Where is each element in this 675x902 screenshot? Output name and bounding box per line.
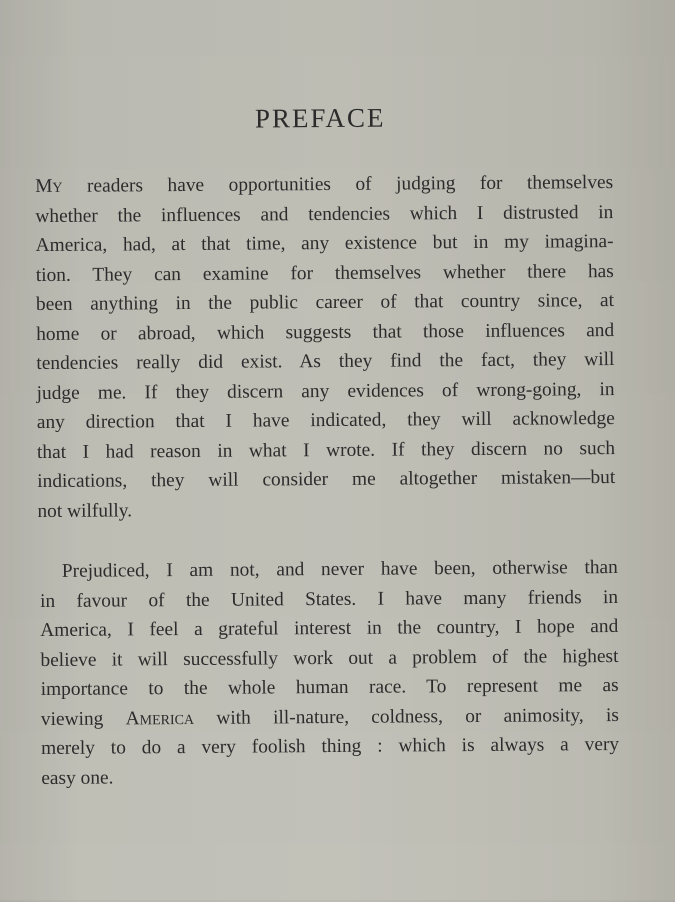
text-line: Prejudiced, I am not, and never have been, otherwise than bbox=[61, 556, 618, 582]
text-line: believe it will successfully work out a problem of the highest bbox=[40, 645, 619, 671]
text-line: America, had, at that time, any existence but in my imagina- bbox=[35, 231, 614, 257]
text-line: importance to the whole human race. To represent me as bbox=[40, 674, 619, 701]
text-line-rest: readers have opportunities of judging for themselves bbox=[62, 172, 614, 197]
text-line: tion. They can examine for themselves whether there has bbox=[35, 260, 614, 286]
page-title: PREFACE bbox=[254, 102, 386, 134]
small-caps-lead: My bbox=[35, 175, 63, 198]
text-segment: with ill-nature, coldness, or animosity, is bbox=[193, 704, 619, 729]
small-caps-word: America bbox=[125, 707, 195, 729]
text-line: that I had reason in what I wrote. If they discern no such bbox=[36, 437, 616, 463]
text-line: judge me. If they discern any evidences of wrong-going, in bbox=[36, 378, 615, 404]
text-line: any direction that I have indicated, they will acknowledge bbox=[36, 408, 615, 434]
text-line: easy one. bbox=[41, 767, 114, 789]
text-line: merely to do a very foolish thing : which is always a very bbox=[41, 733, 620, 760]
text-line: in favour of the United States. I have many friends in bbox=[39, 586, 619, 612]
text-line: America, I feel a grateful interest in the country, I hope and bbox=[40, 615, 619, 642]
text-line: indications, they will consider me altogether mistaken—but bbox=[37, 467, 616, 493]
text-line: not wilfully. bbox=[37, 499, 133, 522]
paragraph-1 bbox=[35, 168, 615, 526]
text-segment: viewing bbox=[40, 707, 126, 730]
text-line: home or abroad, which suggests that those influences and bbox=[36, 319, 615, 345]
text-line bbox=[35, 168, 613, 202]
text-line: whether the influences and tendencies which I distrusted in bbox=[35, 201, 614, 227]
text-line: been anything in the public career of that country since, at bbox=[35, 290, 615, 316]
paragraph-2 bbox=[40, 553, 620, 793]
text-line: tendencies really did exist. As they find the fact, they will bbox=[36, 349, 615, 375]
text-line bbox=[41, 700, 619, 734]
